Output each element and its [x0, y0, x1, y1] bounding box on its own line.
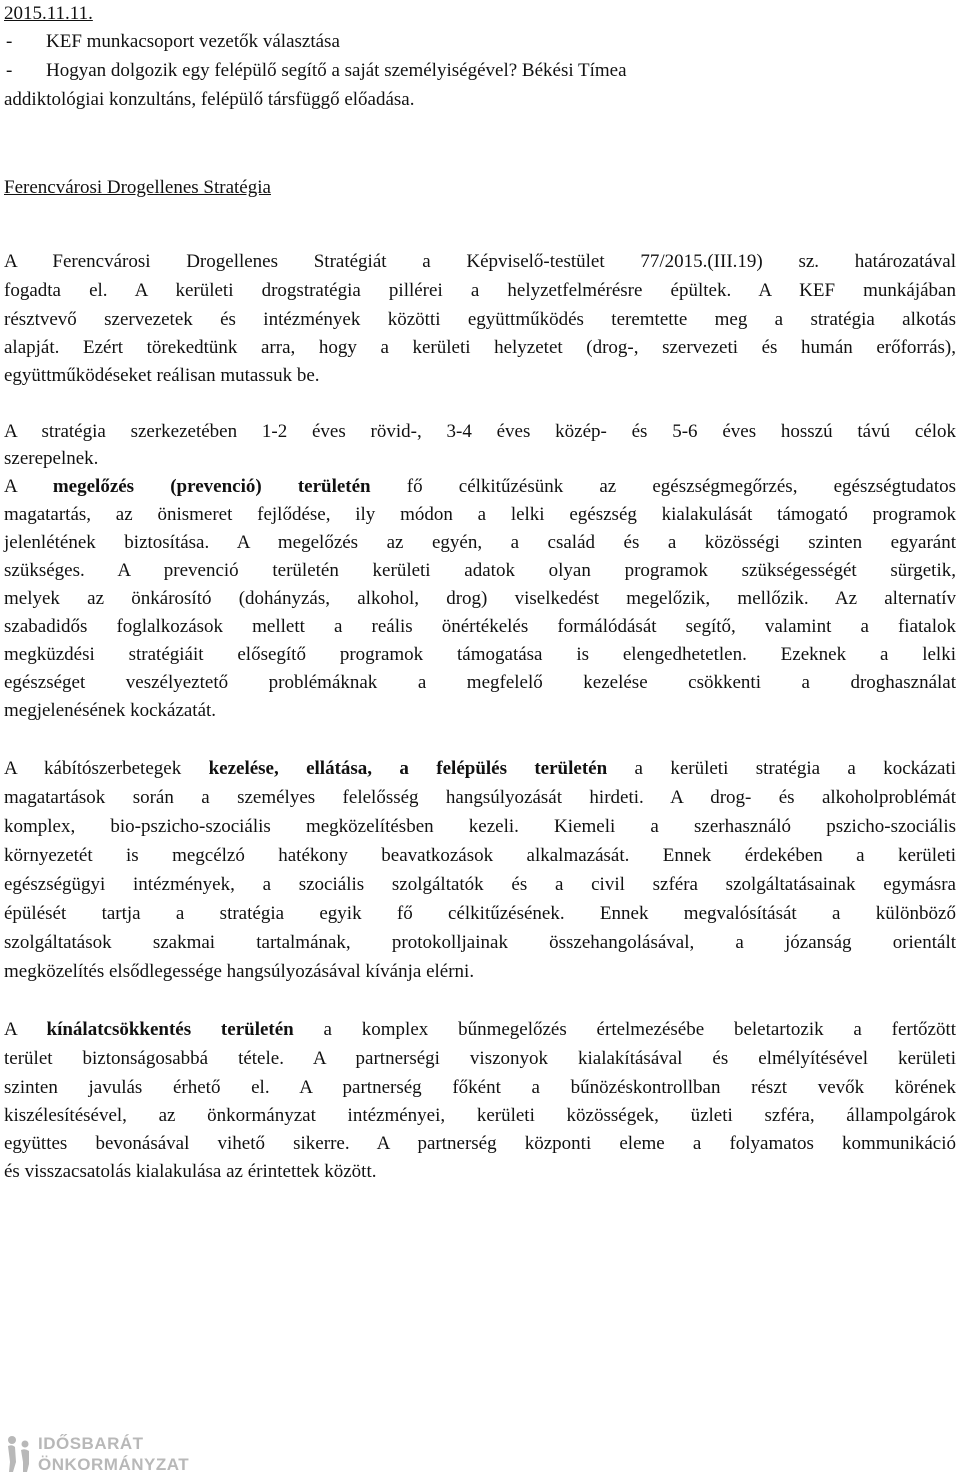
list-item — [6, 30, 340, 54]
paragraph-line: egészséget veszélyeztető problémáknak a megfelelő kezelése csökkenti a droghasználat — [4, 672, 956, 693]
list-item — [6, 59, 627, 83]
paragraph-line: szükséges. A prevenció területén kerületi adatok olyan programok szükségességét sürgetik, — [4, 560, 956, 581]
paragraph-line: A Ferencvárosi Drogellenes Stratégiát a Képviselő-testület 77/2015.(III.19) sz. határozatával — [4, 251, 956, 272]
paragraph-line: melyek az önkárosító (dohányzás, alkohol, drog) viselkedést megelőzik, mellőzik. Az alternatív — [4, 588, 956, 609]
paragraph-line: magatartás, az önismeret fejlődése, ily módon a lelki egészség kialakulását támogató programok — [4, 504, 956, 525]
paragraph-line: szolgáltatások szakmai tartalmának, protokolljainak összehangolásával, a józanság orientált — [4, 932, 956, 953]
list-bullet: - — [6, 60, 13, 81]
paragraph-line: egészségügyi intézmények, a szociális szolgáltatók és a civil szféra szolgáltatásainak egymásra — [4, 874, 956, 895]
paragraph-line: A stratégia szerkezetében 1-2 éves rövid-, 3-4 éves közép- és 5-6 éves hosszú távú célok — [4, 421, 956, 442]
paragraph-line: résztvevő szervezetek és intézmények közötti együttműködés teremtette meg a stratégia alkotás — [4, 309, 956, 330]
paragraph-line: együttes bevonásával vihető sikerre. A partnerség központi eleme a folyamatos kommunikáció — [4, 1133, 956, 1154]
paragraph-line: együttműködéseket reálisan mutassuk be. — [4, 365, 320, 386]
paragraph-line: és visszacsatolás kialakulása az érintettek között. — [4, 1161, 377, 1182]
paragraph-line: környezetét is megcélzó hatékony beavatkozások alkalmazását. Ennek érdekében a kerületi — [4, 845, 956, 866]
list-item-continuation: addiktológiai konzultáns, felépülő társfüggő előadása. — [4, 89, 415, 110]
paragraph-line: A kínálatcsökkentés területén a komplex bűnmegelőzés értelmezésébe beletartozik a fertőzött — [4, 1019, 957, 1040]
paragraph-line: fogadta el. A kerületi drogstratégia pillérei a helyzetfelmérésre épültek. A KEF munkájában — [4, 280, 956, 301]
paragraph-line: szinten javulás érhető el. A partnerség főként a bűnözéskontrollban részt vevők körének — [4, 1077, 956, 1098]
section-heading: Ferencvárosi Drogellenes Stratégia — [4, 177, 271, 198]
paragraph-line: megküzdési stratégiáit elősegítő programok támogatása is elengedhetetlen. Ezeknek a lelki — [4, 644, 956, 665]
paragraph-line: szerepelnek. — [4, 448, 99, 469]
paragraph-line: A megelőzés (prevenció) területén fő célkitűzésünk az egészségmegőrzés, egészségtudatos — [4, 476, 956, 497]
paragraph-line: A kábítószerbetegek kezelése, ellátása, a felépülés területén a kerületi stratégia a kockázati — [4, 758, 957, 779]
paragraph-line: épülését tartja a stratégia egyik fő célkitűzésének. Ennek megvalósítását a különböző — [4, 903, 956, 924]
paragraph-line: kiszélesítésével, az önkormányzat intézményei, kerületi közösségek, üzleti szféra, állampolgárok — [4, 1105, 956, 1126]
paragraph-line: alapját. Ezért törekedtünk arra, hogy a kerületi helyzetet (drog-, szervezeti és humán erőforrás), — [4, 337, 956, 358]
list-item-text: Hogyan dolgozik egy felépülő segítő a saját személyiségével? Békési Tímea — [46, 60, 627, 81]
date: 2015.11.11. — [4, 3, 93, 24]
paragraph-line: megközelítés elsődlegessége hangsúlyozásával kívánja elérni. — [4, 961, 475, 982]
paragraph-line: terület biztonságosabbá tétele. A partnerségi viszonyok kialakításával és elmélyítésével kerületi — [4, 1048, 956, 1069]
emphasis: kínálatcsökkentés területén — [46, 1019, 294, 1040]
emphasis: kezelése, ellátása, a felépülés területén — [208, 758, 608, 779]
logo-line-2: ÖNKORMÁNYZAT — [38, 1455, 190, 1474]
list-item-text: KEF munkacsoport vezetők választása — [46, 31, 340, 52]
footer-logo — [4, 1432, 189, 1476]
paragraph-line: magatartások során a személyes felelősség hangsúlyozását hirdeti. A drog- és alkoholproblémát — [4, 787, 956, 808]
paragraph-line: megjelenésének kockázatát. — [4, 700, 217, 721]
paragraph-line: komplex, bio-pszicho-szociális megközelítésben kezeli. Kiemeli a szerhasználó pszicho-szociális — [4, 816, 956, 837]
logo-line-1: IDŐSBARÁT — [38, 1434, 144, 1453]
paragraph-line: jelenlétének biztosítása. A megelőzés az egyén, a család és a közösségi szinten egyaránt — [4, 532, 956, 553]
paragraph-line: szabadidős foglalkozások mellett a reális önértékelés formálódását segítő, valamint a fiatalok — [4, 616, 956, 637]
logo-emblem-icon — [4, 1432, 34, 1476]
list-bullet: - — [6, 31, 13, 52]
emphasis: megelőzés (prevenció) területén — [52, 476, 371, 497]
